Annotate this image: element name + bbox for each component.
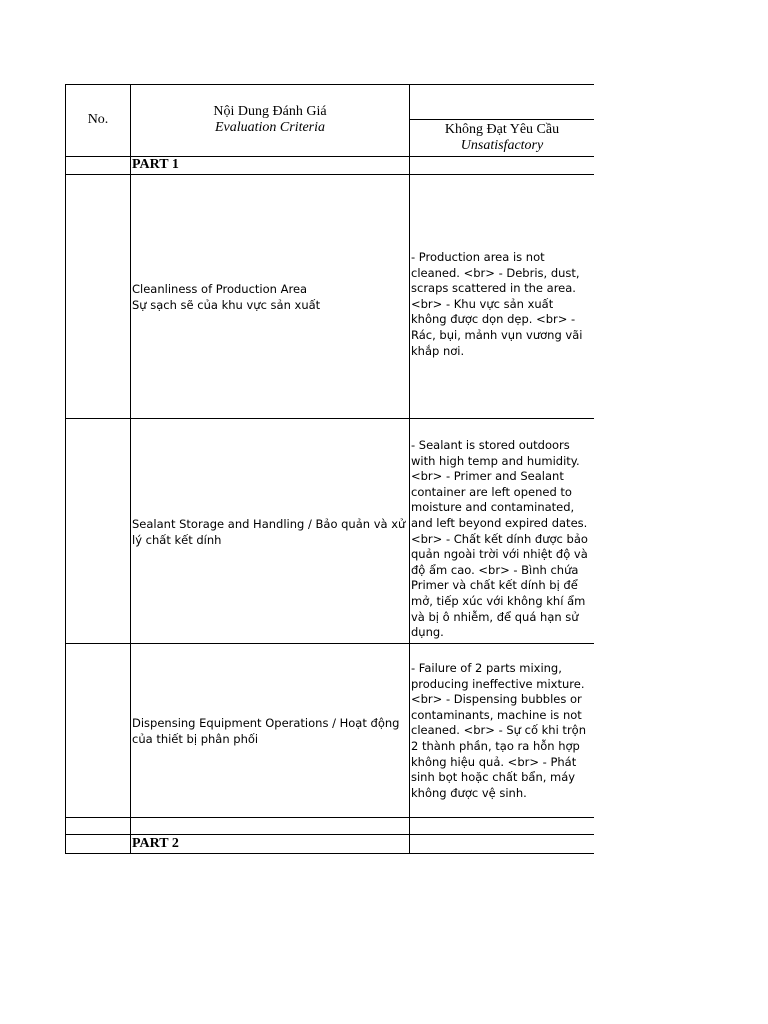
criteria-cell: Dispensing Equipment Operations / Hoạt động của thiết bị phân phối: [132, 716, 400, 746]
grid-line: [409, 119, 594, 120]
criteria-cell: Sealant Storage and Handling / Bảo quản và xử lý chất kết dính: [132, 517, 406, 547]
grid-line: [65, 817, 594, 818]
criteria-text-en: Cleanliness of Production Area: [132, 282, 308, 296]
grid-line: [65, 84, 594, 85]
unsat-label-vi: Không Đạt Yêu Cầu: [444, 122, 560, 137]
criteria-cell: [131, 281, 409, 313]
part-heading: PART 1: [132, 157, 179, 172]
grid-line: [65, 84, 66, 854]
criteria-text-vi: Sự sạch sẽ của khu vực sản xuất: [132, 298, 321, 312]
criteria-label-en: Evaluation Criteria: [214, 120, 326, 135]
no-label: No.: [87, 112, 109, 127]
unsatisfactory-cell: - Production area is not cleaned. <br> - Debris, dust, scraps scattered in the area. <br> - Khu vực sản xuất không được dọn dẹp. <br> - Rác, bụi, mảnh vụn vương vãi khắp nơi.: [411, 250, 583, 358]
criteria-label-vi: Nội Dung Đánh Giá: [213, 104, 327, 119]
grid-line: [65, 834, 594, 835]
unsat-label-en: Unsatisfactory: [460, 138, 544, 153]
unsatisfactory-cell: - Failure of 2 parts mixing, producing ineffective mixture. <br> - Dispensing bubbles or contaminants, machine is not cleaned. <br> - Sự cố khi trộn 2 thành phần, tạo ra hỗn hợp không hiệu quả. <br> - Phát sinh bọt hoặc chất bẩn, máy không được vệ sinh.: [411, 661, 586, 800]
grid-line: [65, 853, 594, 854]
unsatisfactory-cell: - Sealant is stored outdoors with high temp and humidity. <br> - Primer and Sealant container are left opened to moisture and contaminated, and left beyond expired dates. <br> - Chất kết dính được bảo quản ngoài trời với nhiệt độ và độ ẩm cao. <br> - Bình chứa Primer và chất kết dính bị để mở, tiếp xúc với không khí ẩm và bị ô nhiễm, để quá hạn sử dụng.: [411, 438, 588, 640]
part-heading: PART 2: [132, 836, 179, 851]
grid-line: [65, 643, 594, 644]
column-header-criteria: [131, 104, 409, 136]
grid-line: [65, 174, 594, 175]
column-header-no: [66, 112, 130, 128]
grid-line: [65, 418, 594, 419]
column-header-unsatisfactory: [410, 122, 594, 154]
